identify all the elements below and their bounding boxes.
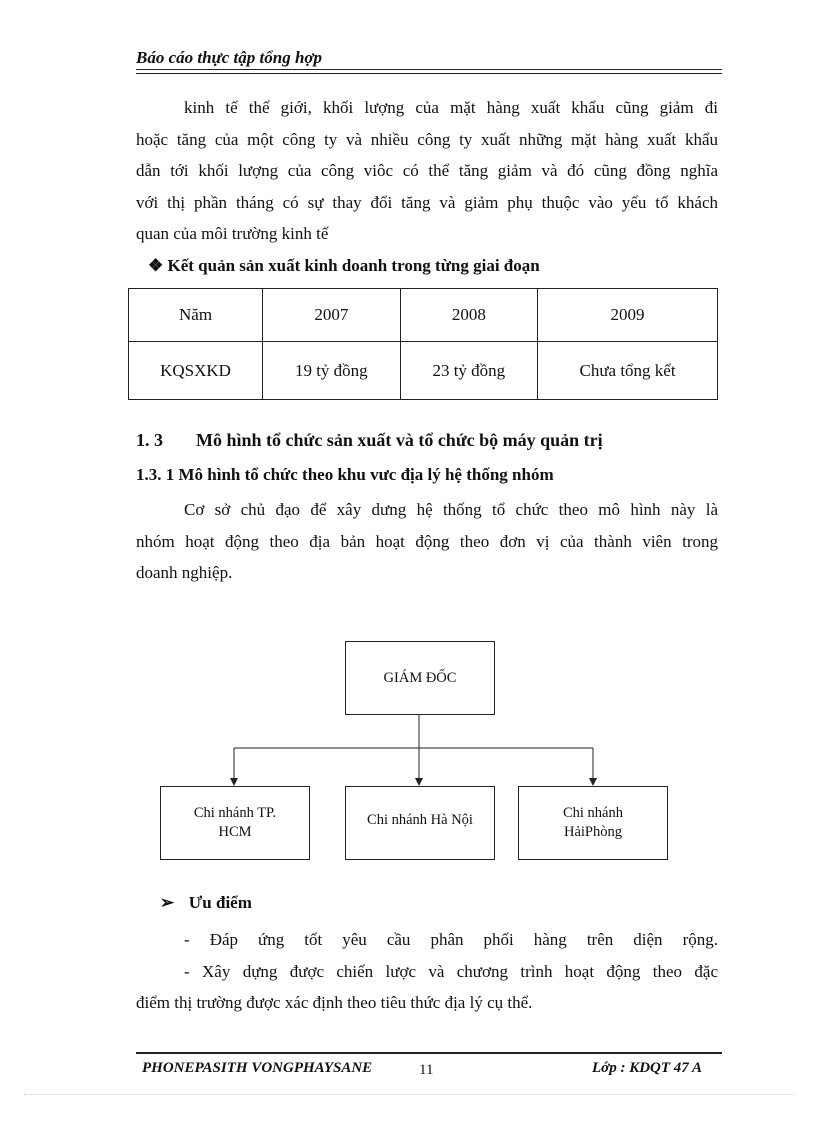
org-box-label: Chi nhánh Hà Nội (367, 812, 473, 828)
table-header-cell: 2008 (400, 289, 538, 342)
footer-class: Lớp : KDQT 47 A (592, 1060, 702, 1076)
intro-line: hoặc tăng của một công ty và nhiều công ty xuất những mặt hàng xuất khẩu (136, 129, 718, 149)
org-box-label: HảiPhòng (564, 824, 622, 840)
page-edge-dotted-line (24, 1094, 794, 1095)
arrow-down-icon (415, 778, 423, 786)
org-box-label: GIÁM ĐỐC (383, 669, 457, 686)
arrow-down-icon (230, 778, 238, 786)
page-header-title: Báo cáo thực tập tổng hợp (136, 48, 323, 67)
intro-line: kinh tế thế giới, khối lượng của mặt hàng xuất khẩu cũng giảm đi (184, 98, 718, 117)
table-header-cell: 2009 (538, 289, 718, 342)
advantages-heading (160, 893, 252, 913)
list-item: - Đáp ứng tốt yêu cầu phân phối hàng trên diện rộng. (184, 930, 718, 949)
org-box-branch-hcm (160, 786, 310, 860)
advantages-list (136, 924, 718, 1019)
arrow-bullet-icon: ➢ (160, 893, 175, 912)
footer-rule (136, 1052, 722, 1054)
org-box-label: Chi nhánh TP. (193, 805, 277, 821)
intro-line: với thị phần tháng có sự thay đổi tăng và giảm phụ thuộc vào yếu tố khách (136, 192, 718, 212)
org-box-branch-haiphong (518, 786, 668, 860)
advantages-title: Ưu điểm (188, 893, 252, 912)
org-box-branch-hanoi (345, 786, 495, 860)
table-cell: KQSXKD (129, 342, 263, 400)
diamond-bullet-icon: ❖ (148, 256, 164, 275)
section-heading-1-3-1: 1.3. 1 Mô hình tổ chức theo khu vưc địa lý hệ thống nhóm (136, 465, 554, 484)
section-title: Mô hình tổ chức sản xuất và tổ chức bộ máy quản trị (196, 430, 603, 450)
footer-author: PHONEPASITH VONGPHAYSANE (142, 1060, 373, 1076)
table-header-cell: 2007 (263, 289, 401, 342)
basis-line: doanh nghiệp. (136, 563, 233, 582)
table-cell: 23 tỷ đồng (400, 342, 538, 400)
org-box-label: Chi nhánh (562, 805, 623, 821)
org-box-director (345, 641, 495, 715)
arrow-down-icon (589, 778, 597, 786)
basis-line: nhóm hoạt động theo địa bản hoạt động theo đơn vị của thành viên trong (136, 531, 718, 551)
list-item: - Xây dựng được chiến lược và chương trình hoạt động theo đặc (184, 961, 718, 981)
results-heading-text: Kết quản sản xuất kinh doanh trong từng giai đoạn (167, 256, 540, 275)
intro-line: dẫn tới khối lượng của công viôc có thể tăng giảm và đó cũng đồng nghĩa (136, 161, 718, 180)
table-cell: 19 tỷ đồng (263, 342, 401, 400)
list-item-continuation: điểm thị trường được xác định theo tiêu thức địa lý cụ thể. (136, 993, 533, 1012)
section-number: 1. 3 (136, 430, 163, 450)
table-cell: Chưa tổng kết (538, 342, 718, 400)
org-box-label: HCM (218, 824, 252, 840)
page-number: 11 (419, 1062, 434, 1078)
table-header-cell: Năm (129, 289, 263, 342)
intro-line: quan của môi trường kinh tế (136, 224, 329, 243)
basis-line: Cơ sở chủ đạo để xây dưng hệ thống tổ chức theo mô hình này là (184, 500, 718, 519)
